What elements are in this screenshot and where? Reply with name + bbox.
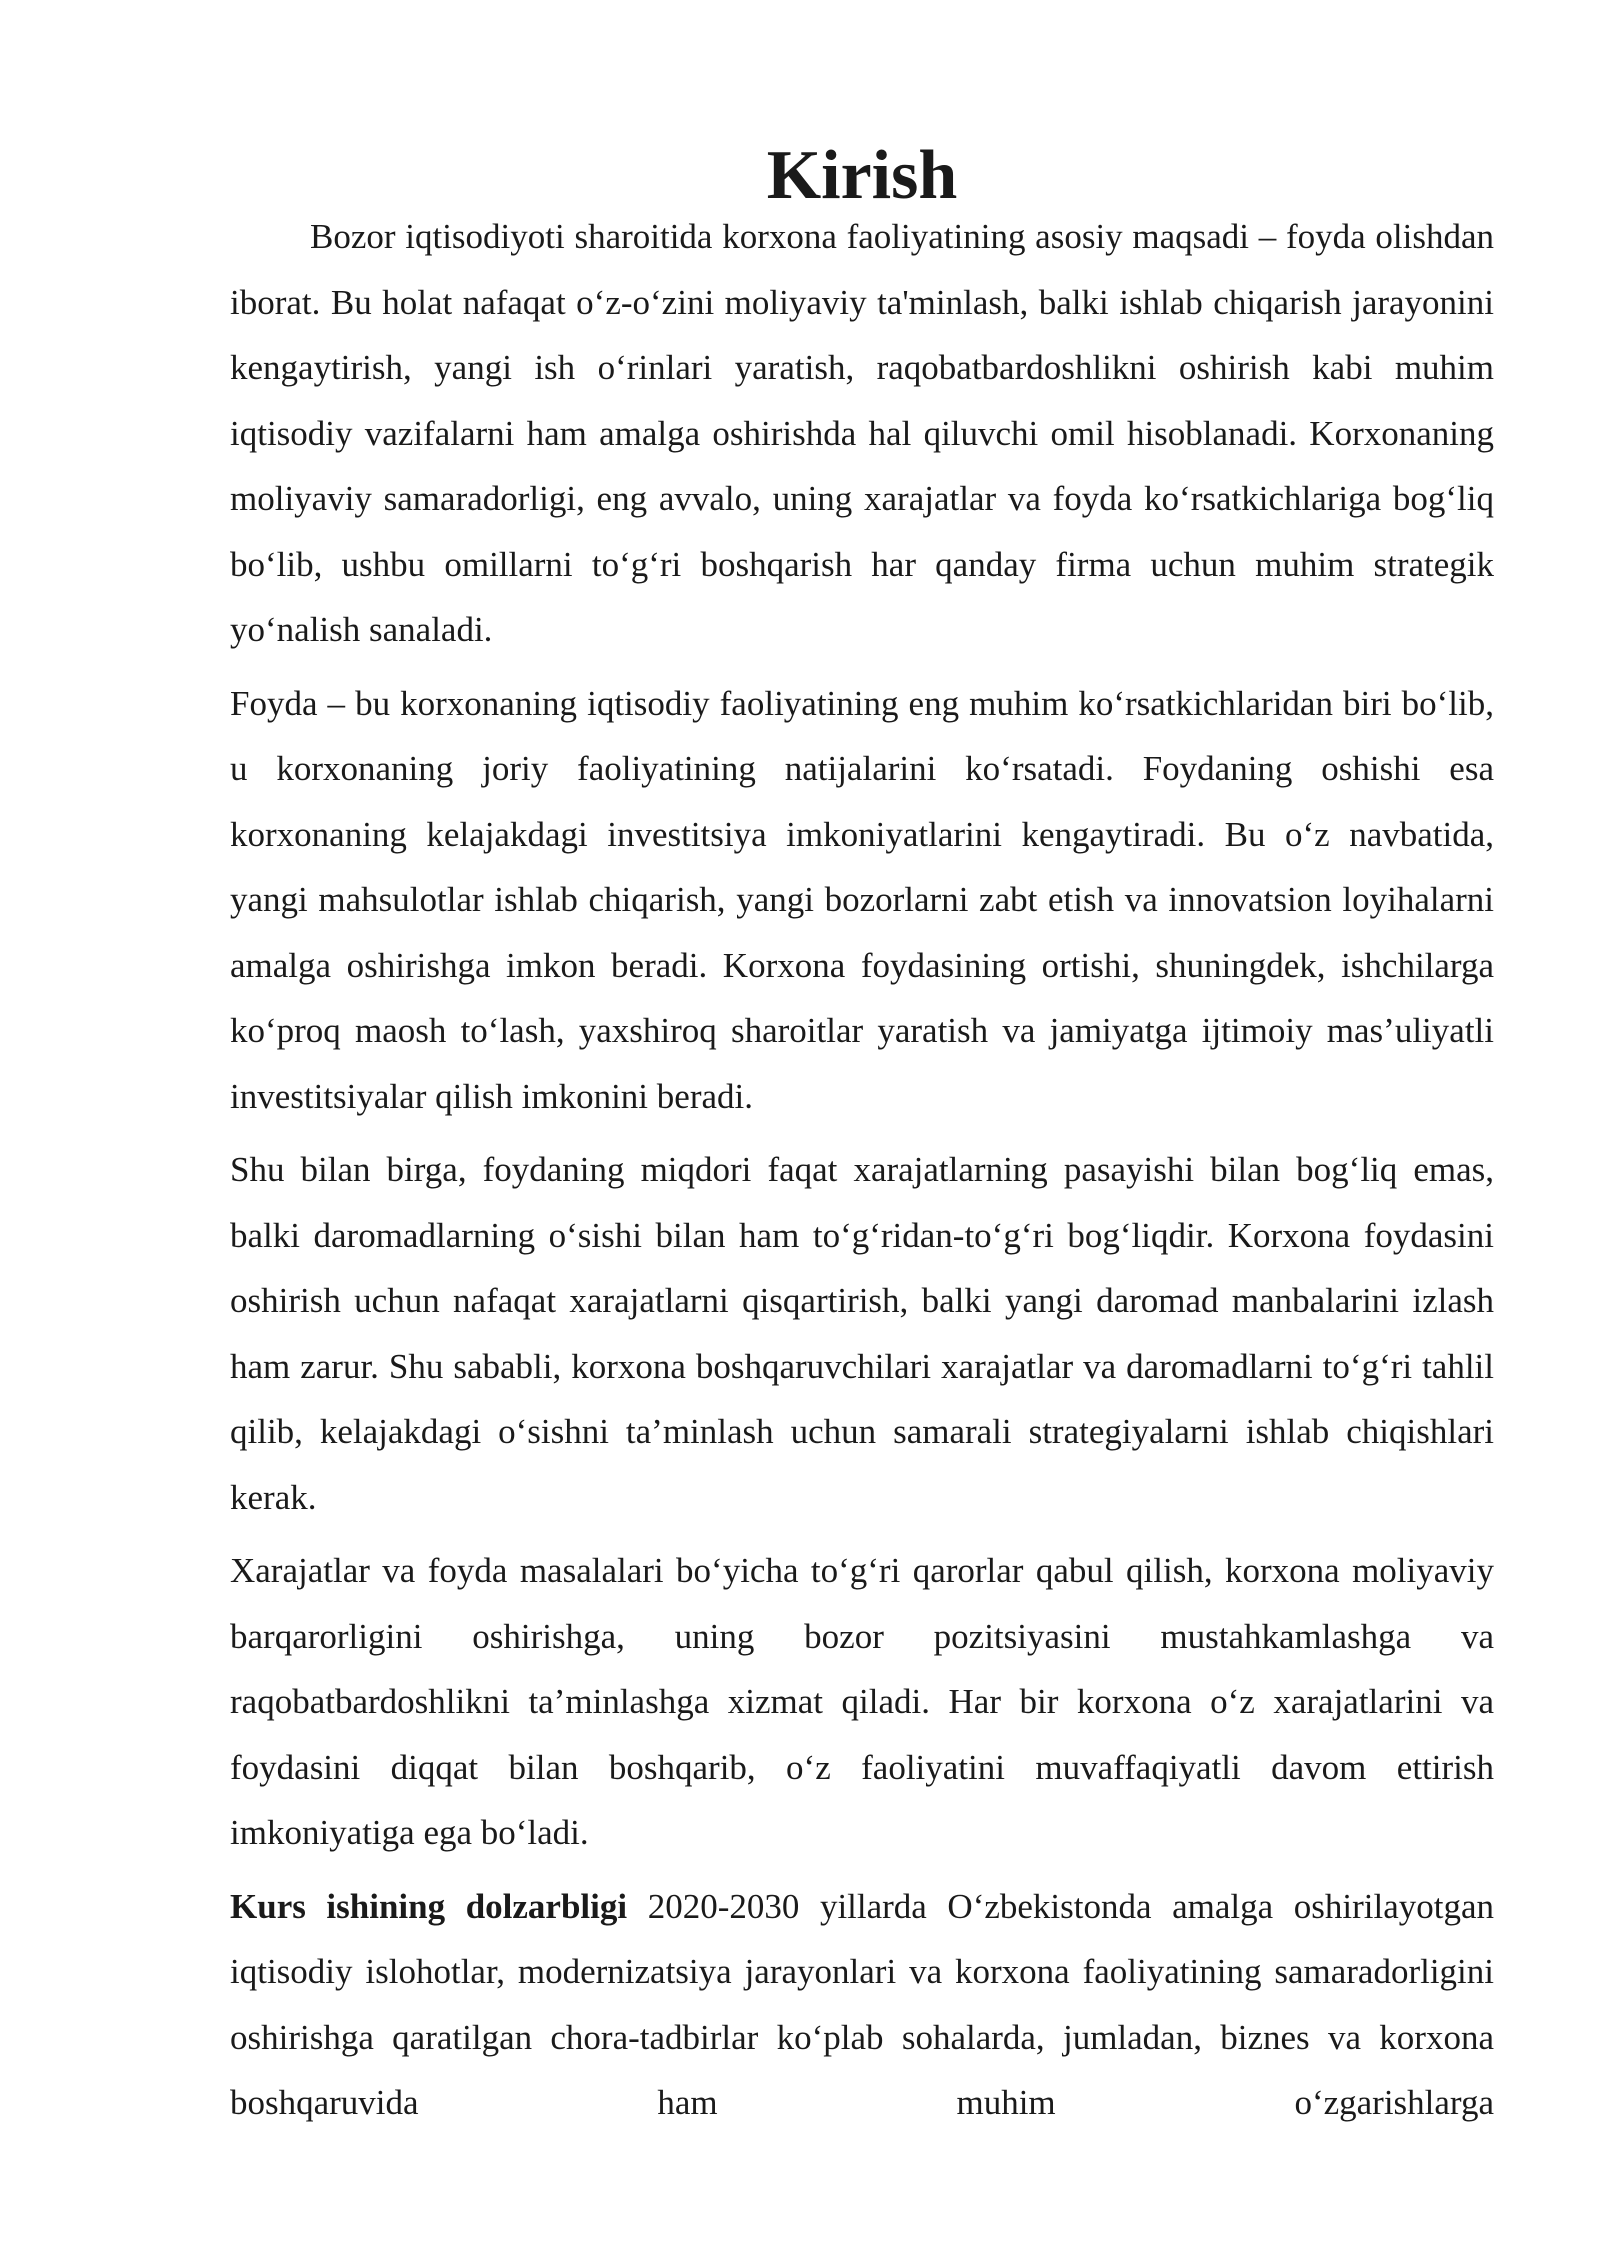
relevance-heading: Kurs ishining dolzarbligi [230, 1886, 628, 1926]
paragraph-2: Foyda – bu korxonaning iqtisodiy faoliyatining eng muhim ko‘rsatkichlaridan biri bo‘lib, u korxonaning joriy faoliyatining natijalarini ko‘rsatadi. Foydaning oshishi esa korxonaning kelajakdagi investitsiya imkoniyatlarini kengaytiradi. Bu o‘z navbatida, yangi mahsulotlar ishlab chiqarish, yangi bozorlarni zabt etish va innovatsion loyihalarni amalga oshirishga imkon beradi. Korxona foydasining ortishi, shuningdek, ishchilarga ko‘proq maosh to‘lash, yaxshiroq sharoitlar yaratish va jamiyatga ijtimoiy mas’uliyatli investitsiyalar qilish imkonini beradi. [230, 683, 1494, 1116]
document-body [230, 137, 1494, 2144]
paragraph-3: Shu bilan birga, foydaning miqdori faqat xarajatlarning pasayishi bilan bog‘liq emas, balki daromadlarning o‘sishi bilan ham to‘g‘ridan-to‘g‘ri bog‘liqdir. Korxona foydasini oshirish uchun nafaqat xarajatlarni qisqartirish, balki yangi daromad manbalarini izlash ham zarur. Shu sababli, korxona boshqaruvchilari xarajatlar va daromadlarni to‘g‘ri tahlil qilib, kelajakdagi o‘sishni ta’minlash uchun samarali strategiyalarni ishlab chiqishlari kerak. [230, 1150, 1494, 1517]
paragraph-1: Bozor iqtisodiyoti sharoitida korxona faoliyatining asosiy maqsadi – foyda olishdan iborat. Bu holat nafaqat o‘z-o‘zini moliyaviy ta'minlash, balki ishlab chiqarish jarayonini kengaytirish, yangi ish o‘rinlari yaratish, raqobatbardoshlikni oshirish kabi muhim iqtisodiy vazifalarni ham amalga oshirishda hal qiluvchi omil hisoblanadi. Korxonaning moliyaviy samaradorligi, eng avvalo, uning xarajatlar va foyda ko‘rsatkichlariga bog‘liq bo‘lib, ushbu omillarni to‘g‘ri boshqarish har qanday firma uchun muhim strategik yo‘nalish sanaladi. [230, 217, 1494, 649]
section-title: Kirish [766, 137, 958, 214]
paragraph-5 [230, 1874, 1494, 2136]
relevance-text: 2020-2030 yillarda O‘zbekistonda amalga oshirilayotgan iqtisodiy islohotlar, modernizatsiya jarayonlari va korxona faoliyatining samaradorligini oshirishga qaratilgan chora-tadbirlar ko‘plab sohalarda, jumladan, biznes va korxona boshqaruvida ham muhim o‘zgarishlarga [230, 1886, 1494, 2122]
paragraph-4: Xarajatlar va foyda masalalari bo‘yicha to‘g‘ri qarorlar qabul qilish, korxona moliyaviy barqarorligini oshirishga, uning bozor pozitsiyasini mustahkamlashga va raqobatbardoshlikni ta’minlashga xizmat qiladi. Har bir korxona o‘z xarajatlarini va foydasini diqqat bilan boshqarib, o‘z faoliyatini muvaffaqiyatli davom ettirish imkoniyatiga ega bo‘ladi. [230, 1551, 1494, 1852]
